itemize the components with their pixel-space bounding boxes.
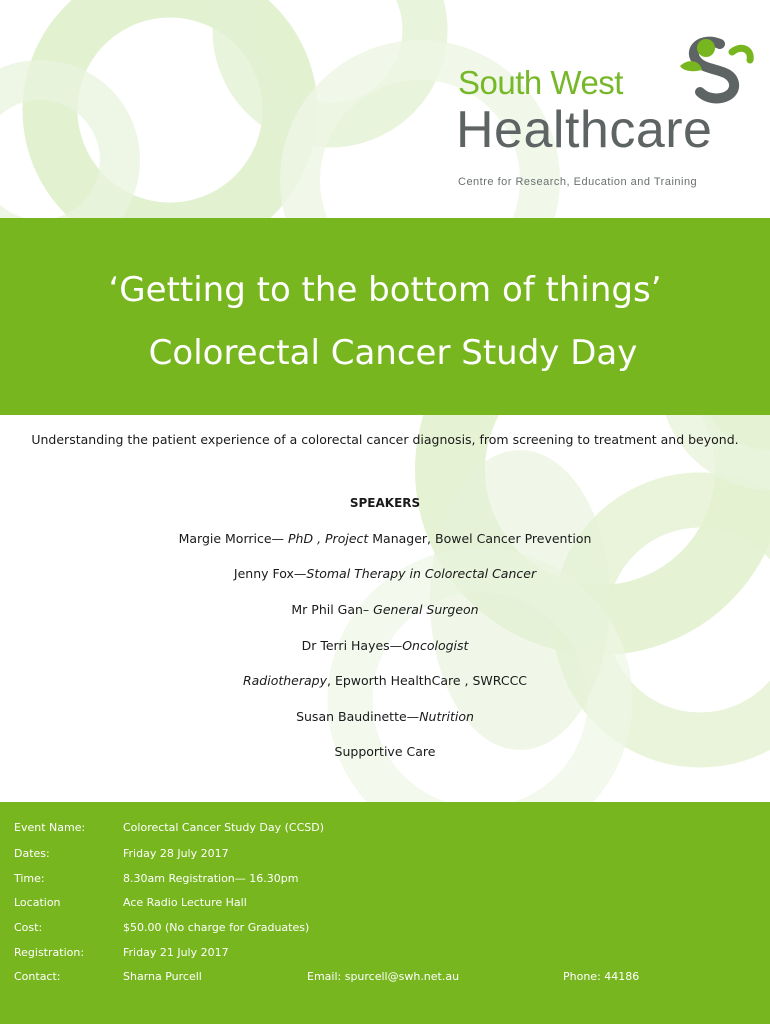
registration-value: Friday 21 July 2017 [123,946,229,959]
speaker-role: Oncologist [402,638,469,653]
time-value: 8.30am Registration— 16.30pm [123,872,299,885]
speaker-item [0,602,770,617]
event-name-label: Event Name: [14,821,86,834]
title-banner [0,218,770,415]
contact-name: Sharna Purcell [123,970,202,983]
speaker-item [0,566,770,581]
speaker-item [0,709,770,724]
cost-value: $50.00 (No charge for Graduates) [123,921,310,934]
contact-label: Contact: [14,970,61,983]
speakers-heading: SPEAKERS [349,496,421,510]
speaker-item [0,531,770,546]
event-name-value: Colorectal Cancer Study Day (CCSD) [123,821,324,834]
speaker-name: Jenny Fox— [233,566,307,581]
speaker-item [0,744,770,759]
time-label: Time: [14,872,45,885]
cost-label: Cost: [14,921,43,934]
contact-email[interactable]: Email: spurcell@swh.net.au [307,970,460,983]
speaker-topic: Supportive Care [334,744,436,759]
header [0,0,770,218]
contact-phone: Phone: 44186 [563,970,640,983]
brand-name-line1: South West [458,64,623,101]
speaker-role-detail: , Epworth HealthCare , SWRCCC [327,673,528,688]
location-label: Location [14,896,61,909]
speaker-role: Nutrition [419,709,474,724]
dates-label: Dates: [14,847,50,860]
speaker-name: Susan Baudinette— [296,709,420,724]
swh-logo-icon [672,32,754,104]
speaker-role: Stomal Therapy in Colorectal Cancer [306,566,537,581]
speaker-item [0,638,770,653]
speaker-role: General Surgeon [373,602,479,617]
event-subtitle: Colorectal Cancer Study Day [148,333,638,373]
speaker-name: Mr Phil Gan– [291,602,374,617]
event-details-panel [0,802,770,1024]
brand-name-line2: Healthcare [456,101,713,159]
dates-value: Friday 28 July 2017 [123,847,229,860]
speaker-role: Radiotherapy [242,673,327,688]
speaker-item [0,673,770,688]
speaker-role: PhD , Project [288,531,369,546]
brand-tagline: Centre for Research, Education and Training [458,176,698,188]
speaker-name: Dr Terri Hayes— [301,638,403,653]
event-description: Understanding the patient experience of a colorectal cancer diagnosis, from screening to treatment and beyond. [31,432,739,447]
location-value: Ace Radio Lecture Hall [123,896,247,909]
event-title: ‘Getting to the bottom of things’ [108,270,662,310]
speaker-name: Margie Morrice— [178,531,289,546]
speaker-role-detail: Manager, Bowel Cancer Prevention [368,531,592,546]
registration-label: Registration: [14,946,85,959]
